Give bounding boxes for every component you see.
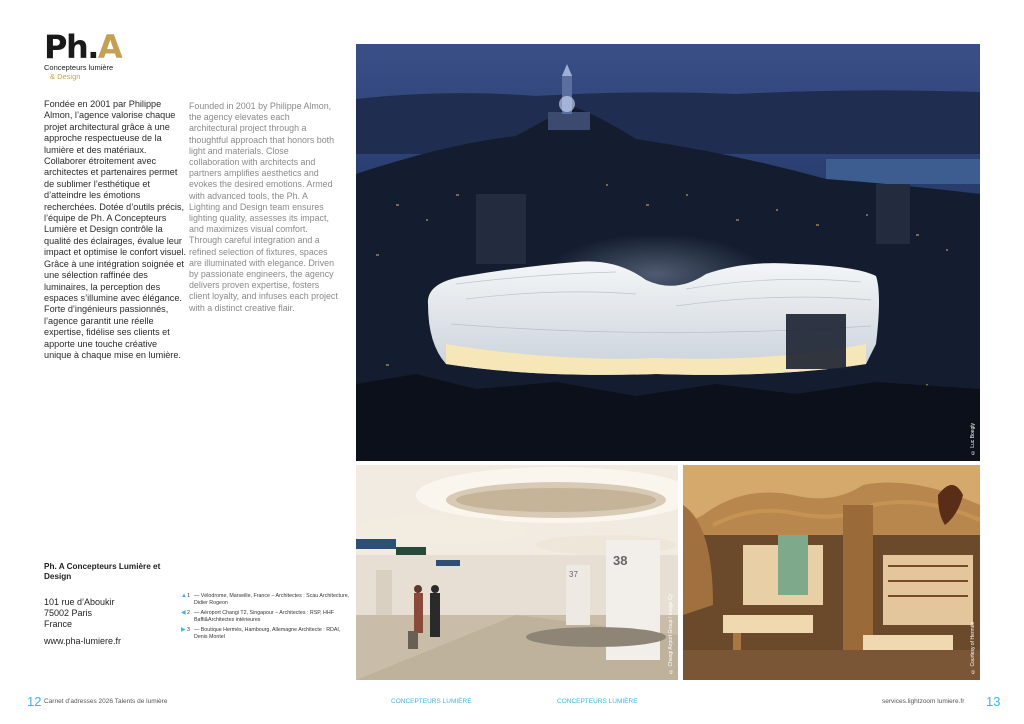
logo-tagline: Concepteurs lumière <box>44 63 114 72</box>
footer-website[interactable]: services.lightzoom lumiere.fr <box>882 698 965 705</box>
description-english: Founded in 2001 by Philippe Almon, the agency elevates each architectural project through a thoughtful approach that honors both light and materials. Close collaboration with architects and partners amplifies aesthetics and evokes the desired emotions. Armed with advanced tools, the Ph. A Lighting and Design team ensures lighting quality, assesses its impact, and maximizes visual comfort. Through careful integration and a refined selection of fixtures, spaces are illuminated with elegance. Driven by passionate engineers, the agency delivers proven expertise, fosters client loyalty, and infuses each project with a distinct creative flair. <box>189 101 338 313</box>
address-street: 101 rue d’Aboukir <box>44 597 115 607</box>
address-city: 75002 Paris <box>44 608 93 618</box>
address-country: France <box>44 619 73 629</box>
contact-block <box>44 562 184 647</box>
photo-credit: © Luc Boegly <box>970 422 976 455</box>
logo-mark: Ph.A <box>44 28 122 66</box>
photo-credit: © Courtesy of Hermès <box>970 622 976 674</box>
company-name: Ph. A Concepteurs Lumière et Design <box>44 562 161 581</box>
agency-logo <box>44 30 124 81</box>
page-number-left: 12 <box>27 694 42 709</box>
photo-stadium <box>356 44 980 461</box>
caption-item: ▲ 1 — Vélodrome, Marseille, France – Architectes : Scau Architecture, Didier Rogeon <box>181 593 350 606</box>
footer-publication: Carnet d’adresses 2026 Talents de lumière <box>44 698 168 705</box>
triangle-icon: ▲ <box>181 593 187 599</box>
photo-boutique <box>683 465 980 680</box>
triangle-icon: ▶ <box>181 627 186 634</box>
footer-category-right: CONCEPTEURS LUMIÈRE <box>557 698 638 705</box>
photo-credit: © Changi Airport Group / Image Cy <box>668 594 674 674</box>
address <box>44 597 184 630</box>
photo-airport: 38 37 © Changi Airport Group / Image Cy <box>356 465 678 680</box>
logo-tagline-design: & Design <box>50 71 81 81</box>
footer-category-left: CONCEPTEURS LUMIÈRE <box>391 698 472 705</box>
description-french: Fondée en 2001 par Philippe Almon, l’agence valorise chaque projet architectural grâce à une approche respectueuse de la lumière et des matériaux. Collaborer étroitement avec architectes et partenaires permet de sublimer l’esthétique et d’atteindre les émotions recherchées. Dotée d’outils précis, l’équipe de Ph. A Concepteurs Lumière et Design contrôle la qualité des éclairages, évalue leur impact et optimise le confort visuel. Grâce à une intégration soignée et une sélection raffinée des luminaires, la perception des espaces s’illumine avec élégance. Forte d’ingénieurs passionnés, l’agence garantit une réelle expertise, fidélise ses clients et apporte une touche créative unique à chaque mise en lumière. <box>44 99 187 360</box>
page-number-right: 13 <box>986 694 1001 709</box>
website-link[interactable]: www.pha-lumiere.fr <box>44 636 122 646</box>
caption-item: ◀ 2 — Aéroport Changi T2, Singapour – Architectes : RSP, HHF Baffi&Architectes intérieures <box>181 610 334 623</box>
caption-item: ▶ 3 — Boutique Hermès, Hambourg, Allemagne Architecte : RDAI, Denis Montel <box>181 627 341 640</box>
triangle-icon: ◀ <box>181 610 186 617</box>
photo-captions <box>181 593 353 645</box>
